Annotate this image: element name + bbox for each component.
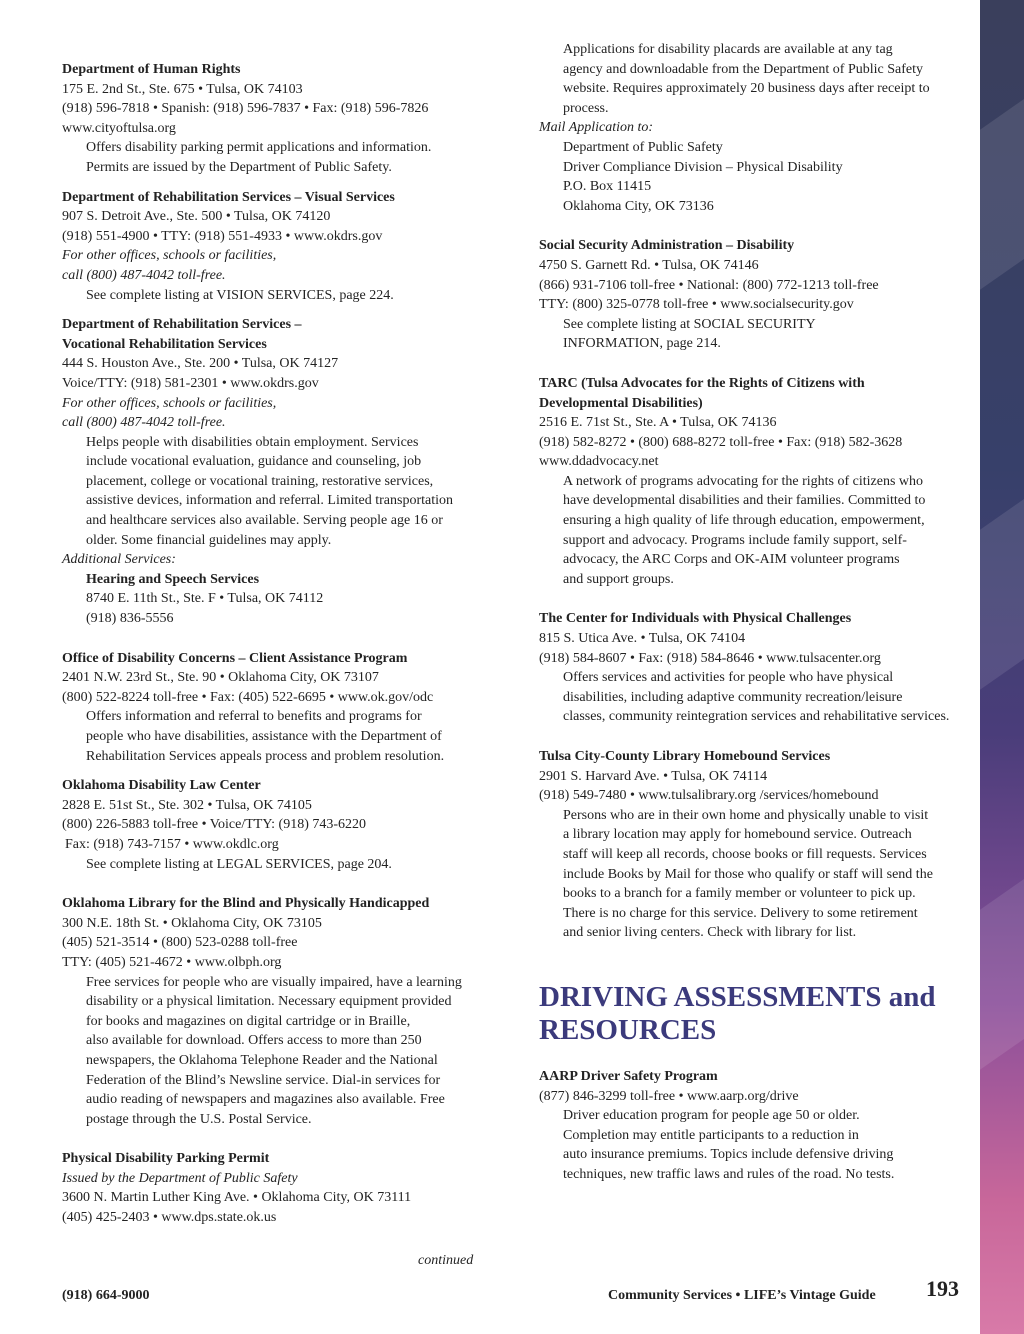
right-column bbox=[539, 40, 969, 1195]
listing-note: For other offices, schools or facilities, bbox=[62, 248, 277, 264]
listing-description: older. Some financial guidelines may apply. bbox=[86, 532, 332, 548]
section-heading-driving bbox=[539, 981, 969, 1047]
mail-address-line: P.O. Box 11415 bbox=[563, 179, 652, 195]
listing-phone: (800) 226-5883 toll-free • Voice/TTY: (918) 743-6220 bbox=[62, 817, 367, 833]
listing-description: Permits are issued by the Department of Public Safety. bbox=[86, 159, 392, 175]
listing-description: postage through the U.S. Postal Service. bbox=[86, 1111, 312, 1127]
listing-disability-concerns bbox=[62, 649, 492, 767]
listing-description: Offers information and referral to benefits and programs for bbox=[86, 709, 422, 725]
listing-description: Offers services and activities for people who have physical bbox=[563, 670, 894, 686]
listing-rehab-visual bbox=[62, 188, 492, 306]
listing-aarp-driver-safety bbox=[539, 1067, 969, 1185]
listing-phone: Voice/TTY: (918) 581-2301 • www.okdrs.gov bbox=[62, 375, 319, 391]
listing-description: Driver education program for people age 50 or older. bbox=[563, 1108, 860, 1124]
listing-description: and healthcare services also available. Serving people age 16 or bbox=[86, 513, 443, 529]
listing-description: include vocational evaluation, guidance and counseling, job bbox=[86, 454, 422, 470]
listing-description: staff will keep all records, choose books or fill requests. Services bbox=[563, 846, 927, 862]
listing-title: Department of Rehabilitation Services – bbox=[62, 317, 302, 333]
listing-phone: (800) 522-8224 toll-free • Fax: (405) 522-6695 • www.ok.gov/odc bbox=[62, 689, 434, 705]
listing-disability-law-center bbox=[62, 776, 492, 874]
listing-website: www.cityoftulsa.org bbox=[62, 120, 176, 136]
listing-description: include Books by Mail for those who qualify or staff will send the bbox=[563, 866, 933, 882]
listing-phone: Fax: (918) 743-7157 • www.okdlc.org bbox=[65, 836, 279, 852]
listing-phone: TTY: (800) 325-0778 toll-free • www.socialsecurity.gov bbox=[539, 297, 854, 313]
left-column bbox=[62, 60, 492, 1238]
listing-library-homebound bbox=[539, 747, 969, 943]
listing-address: 4750 S. Garnett Rd. • Tulsa, OK 74146 bbox=[539, 257, 759, 273]
listing-description: auto insurance premiums. Topics include defensive driving bbox=[563, 1147, 894, 1163]
listing-description: Persons who are in their own home and physically unable to visit bbox=[563, 807, 929, 823]
listing-title: Department of Human Rights bbox=[62, 62, 241, 77]
mail-application-label: Mail Application to: bbox=[539, 120, 654, 136]
listing-description: ensuring a high quality of life through education, empowerment, bbox=[563, 513, 925, 529]
listing-description: people who have disabilities, assistance with the Department of bbox=[86, 729, 442, 744]
section-heading-line: DRIVING ASSESSMENTS and bbox=[539, 980, 936, 1013]
listing-title: Tulsa City-County Library Homebound Services bbox=[539, 749, 831, 764]
listing-description: techniques, new traffic laws and rules of the road. No tests. bbox=[563, 1166, 895, 1182]
page-number: 193 bbox=[926, 1276, 959, 1301]
footer-phone: (918) 664-9000 bbox=[62, 1288, 150, 1303]
listing-see-also: See complete listing at VISION SERVICES, page 224. bbox=[86, 287, 394, 303]
listing-library-blind bbox=[62, 894, 492, 1129]
listing-parking-permit bbox=[62, 1149, 492, 1227]
listing-issuer: Issued by the Department of Public Safety bbox=[62, 1170, 298, 1186]
listing-description: audio reading of newspapers and magazines also available. Free bbox=[86, 1092, 445, 1108]
listing-title: Social Security Administration – Disability bbox=[539, 238, 795, 254]
sub-listing-title: Hearing and Speech Services bbox=[86, 571, 260, 587]
listing-description: placement, college or vocational training, restorative services, bbox=[86, 473, 434, 489]
side-art-facet bbox=[980, 499, 1024, 701]
side-art-facet bbox=[980, 879, 1024, 1081]
listing-description: books to a branch for a family member or volunteer to pick up. bbox=[563, 886, 916, 902]
listing-address: 2901 S. Harvard Ave. • Tulsa, OK 74114 bbox=[539, 768, 768, 784]
listing-address: 815 S. Utica Ave. • Tulsa, OK 74104 bbox=[539, 631, 746, 647]
additional-services-label: Additional Services: bbox=[62, 552, 176, 568]
listing-description: Offers disability parking permit applications and information. bbox=[86, 140, 432, 156]
listing-title: Oklahoma Disability Law Center bbox=[62, 778, 261, 794]
listing-description: a library location may apply for homebound service. Outreach bbox=[563, 827, 912, 843]
listing-phone: (918) 549-7480 • www.tulsalibrary.org /services/homebound bbox=[539, 788, 879, 804]
listing-address: 2828 E. 51st St., Ste. 302 • Tulsa, OK 74105 bbox=[62, 797, 312, 813]
listing-description: and support groups. bbox=[563, 571, 674, 587]
listing-address: 2401 N.W. 23rd St., Ste. 90 • Oklahoma City, OK 73107 bbox=[62, 670, 379, 686]
decorative-side-art bbox=[980, 0, 1024, 1334]
listing-description: advocacy, the ARC Corps and OK-AIM volunteer programs bbox=[563, 552, 900, 568]
listing-phone: (866) 931-7106 toll-free • National: (800) 772-1213 toll-free bbox=[539, 277, 879, 293]
listing-description: and senior living centers. Check with library for list. bbox=[563, 925, 857, 941]
listing-description: agency and downloadable from the Department of Public Safety bbox=[563, 61, 923, 77]
listing-note: call (800) 487-4042 toll-free. bbox=[62, 267, 226, 283]
listing-see-also: See complete listing at SOCIAL SECURITY bbox=[563, 316, 816, 332]
listing-title: TARC (Tulsa Advocates for the Rights of Citizens with bbox=[539, 375, 865, 391]
listing-phone: (918) 596-7818 • Spanish: (918) 596-7837 • Fax: (918) 596-7826 bbox=[62, 101, 429, 117]
listing-website: www.ddadvocacy.net bbox=[539, 454, 659, 470]
listing-title: The Center for Individuals with Physical Challenges bbox=[539, 611, 852, 627]
listing-description: newspapers, the Oklahoma Telephone Reader and the National bbox=[86, 1052, 438, 1068]
listing-phone: TTY: (405) 521-4672 • www.olbph.org bbox=[62, 954, 282, 970]
listing-description: Completion may entitle participants to a reduction in bbox=[563, 1127, 859, 1143]
listing-title: Department of Rehabilitation Services – Visual Services bbox=[62, 189, 395, 205]
listing-phone: (918) 582-8272 • (800) 688-8272 toll-free • Fax: (918) 582-3628 bbox=[539, 434, 903, 450]
listing-title: Vocational Rehabilitation Services bbox=[62, 336, 267, 352]
listing-description: classes, community reintegration services and rehabilitative services. bbox=[563, 709, 950, 725]
listing-social-security bbox=[539, 236, 969, 354]
listing-description: Free services for people who are visually impaired, have a learning bbox=[86, 974, 462, 990]
listing-description: have developmental disabilities and their families. Committed to bbox=[563, 493, 926, 509]
listing-description: for books and magazines on digital cartridge or in Braille, bbox=[86, 1013, 411, 1029]
mail-address-line: Driver Compliance Division – Physical Disability bbox=[563, 159, 843, 175]
sub-listing-address: 8740 E. 11th St., Ste. F • Tulsa, OK 74112 bbox=[86, 591, 324, 607]
listing-parking-permit-continued bbox=[539, 40, 969, 216]
listing-phone: (918) 584-8607 • Fax: (918) 584-8646 • www.tulsacenter.org bbox=[539, 650, 881, 666]
continued-note: continued bbox=[418, 1253, 474, 1268]
listing-description: Helps people with disabilities obtain employment. Services bbox=[86, 434, 419, 450]
listing-description: Federation of the Blind’s Newsline service. Dial-in services for bbox=[86, 1072, 441, 1088]
listing-description: Rehabilitation Services appeals process and problem resolution. bbox=[86, 748, 445, 764]
listing-physical-challenges-center bbox=[539, 609, 969, 727]
listing-rehab-vocational bbox=[62, 315, 492, 629]
listing-description: There is no charge for this service. Delivery to some retirement bbox=[563, 905, 918, 921]
sub-listing-phone: (918) 836-5556 bbox=[86, 611, 174, 627]
listing-description: website. Requires approximately 20 business days after receipt to bbox=[563, 81, 930, 97]
listing-human-rights bbox=[62, 60, 492, 178]
side-art-facet bbox=[980, 99, 1024, 301]
listing-note: call (800) 487-4042 toll-free. bbox=[62, 415, 226, 431]
listing-description: also available for download. Offers access to more than 250 bbox=[86, 1033, 422, 1049]
listing-title: Oklahoma Library for the Blind and Physically Handicapped bbox=[62, 896, 430, 912]
listing-address: 300 N.E. 18th St. • Oklahoma City, OK 73105 bbox=[62, 915, 322, 931]
listing-address: 3600 N. Martin Luther King Ave. • Oklahoma City, OK 73111 bbox=[62, 1190, 412, 1206]
mail-address-line: Department of Public Safety bbox=[563, 139, 723, 155]
listing-address: 175 E. 2nd St., Ste. 675 • Tulsa, OK 74103 bbox=[62, 81, 303, 97]
mail-address-line: Oklahoma City, OK 73136 bbox=[563, 198, 714, 214]
listing-phone: (918) 551-4900 • TTY: (918) 551-4933 • www.okdrs.gov bbox=[62, 228, 383, 244]
listing-address: 2516 E. 71st St., Ste. A • Tulsa, OK 74136 bbox=[539, 415, 777, 431]
listing-see-also: See complete listing at LEGAL SERVICES, page 204. bbox=[86, 856, 392, 872]
listing-address: 444 S. Houston Ave., Ste. 200 • Tulsa, OK 74127 bbox=[62, 356, 339, 372]
listing-description: Applications for disability placards are available at any tag bbox=[563, 42, 893, 57]
listing-phone: (877) 846-3299 toll-free • www.aarp.org/drive bbox=[539, 1088, 799, 1104]
listing-title: AARP Driver Safety Program bbox=[539, 1068, 718, 1084]
listing-description: disability or a physical limitation. Necessary equipment provided bbox=[86, 994, 452, 1010]
listing-description: support and advocacy. Programs include family support, self- bbox=[563, 532, 907, 548]
listing-description: disabilities, including adaptive community recreation/leisure bbox=[563, 689, 903, 705]
listing-description: A network of programs advocating for the rights of citizens who bbox=[563, 473, 924, 489]
listing-description: assistive devices, information and referral. Limited transportation bbox=[86, 493, 453, 509]
listing-description: process. bbox=[563, 100, 609, 116]
listing-note: For other offices, schools or facilities, bbox=[62, 395, 277, 411]
listing-title: Developmental Disabilities) bbox=[539, 395, 703, 411]
listing-address: 907 S. Detroit Ave., Ste. 500 • Tulsa, OK 74120 bbox=[62, 209, 331, 225]
listing-tarc bbox=[539, 374, 969, 590]
listing-phone: (405) 521-3514 • (800) 523-0288 toll-free bbox=[62, 935, 298, 951]
listing-phone: (405) 425-2403 • www.dps.state.ok.us bbox=[62, 1210, 277, 1226]
listing-title: Office of Disability Concerns – Client Assistance Program bbox=[62, 650, 408, 666]
footer-guide-title: Community Services • LIFE’s Vintage Guide bbox=[608, 1288, 876, 1303]
section-heading-line: RESOURCES bbox=[539, 1013, 717, 1046]
listing-title: Physical Disability Parking Permit bbox=[62, 1151, 270, 1167]
listing-see-also: INFORMATION, page 214. bbox=[563, 336, 721, 352]
